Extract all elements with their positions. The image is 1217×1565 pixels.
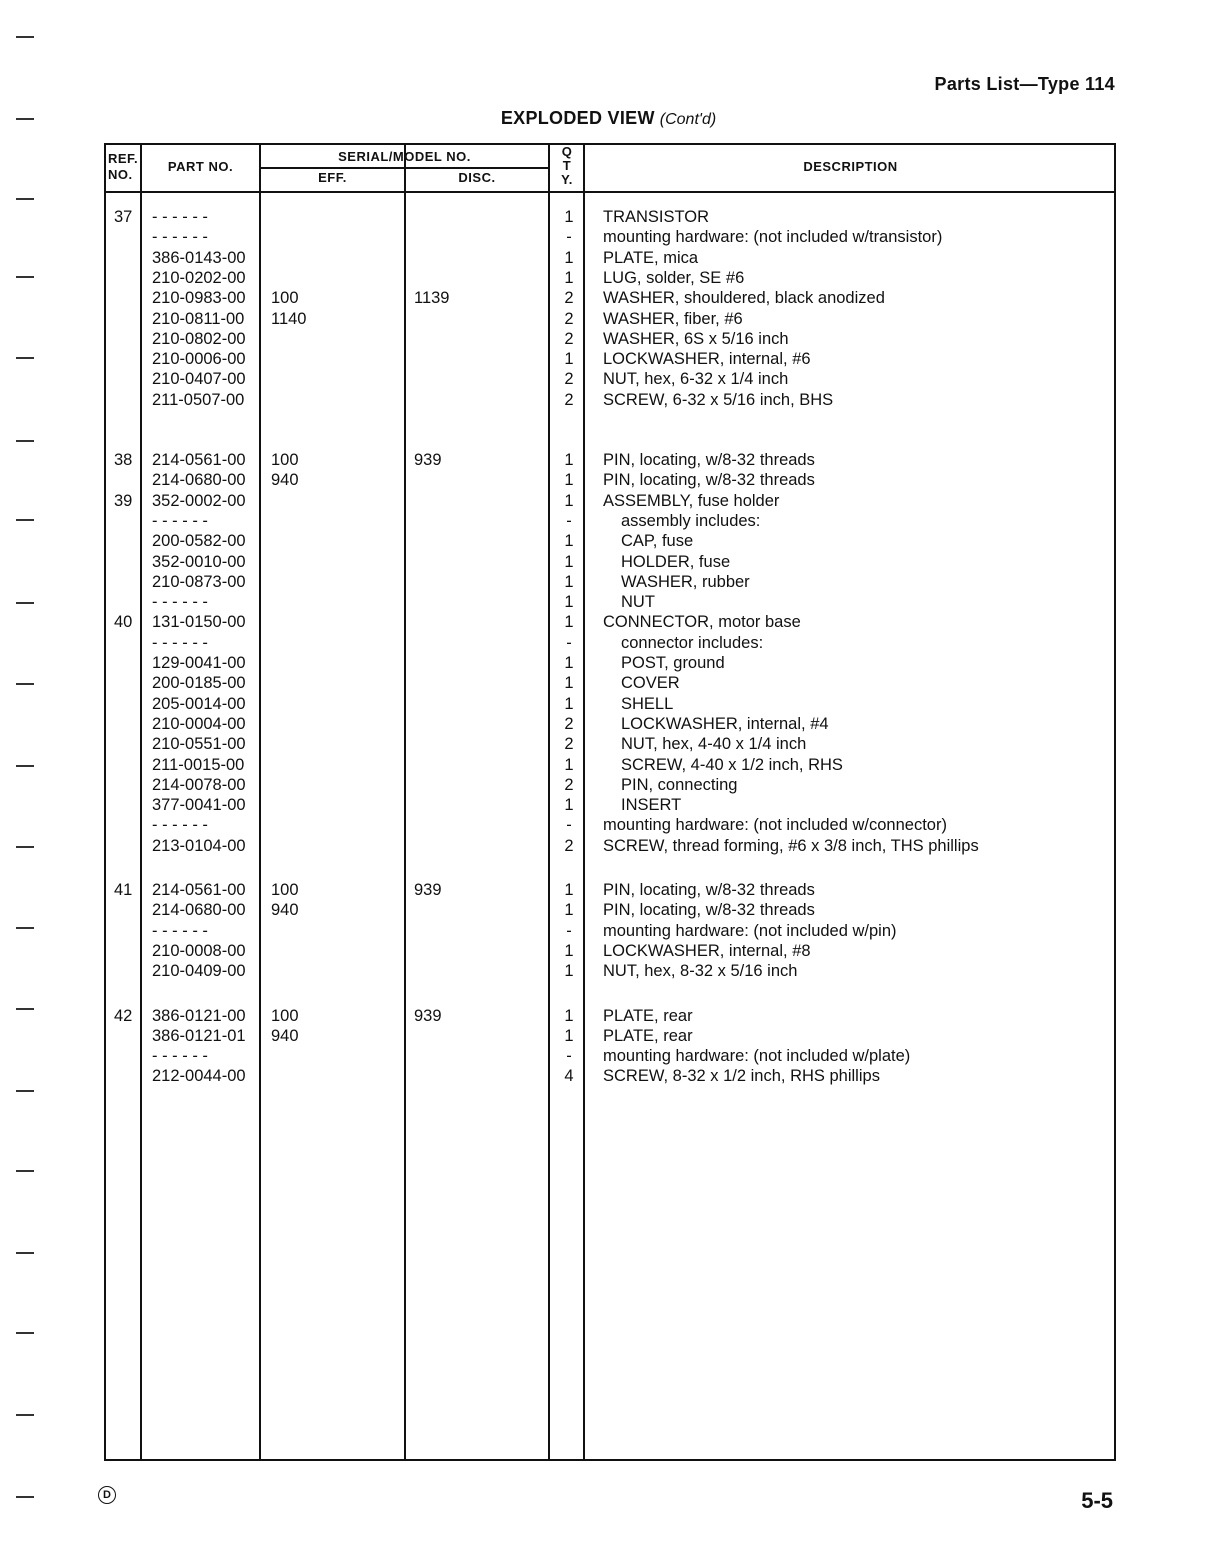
description-cell: PIN, connecting <box>621 775 738 794</box>
parts-table <box>104 143 1116 1461</box>
qty-cell: 1 <box>564 796 574 815</box>
table-row <box>106 227 1114 247</box>
qty-cell: 2 <box>564 289 574 308</box>
section-title <box>0 108 1217 129</box>
description-cell: connector includes: <box>621 633 764 652</box>
eff-cell: 940 <box>271 901 299 920</box>
table-row <box>106 612 1114 632</box>
eff-cell: 1140 <box>271 309 307 328</box>
margin-mark <box>16 1252 34 1254</box>
part-no-cell: 200-0582-00 <box>152 532 246 551</box>
header-disc: DISC. <box>458 170 496 185</box>
qty-cell: 1 <box>564 552 574 571</box>
qty-cell: 1 <box>564 654 574 672</box>
table-row <box>106 248 1114 268</box>
qty-cell: 2 <box>564 370 574 389</box>
margin-mark <box>16 1170 34 1172</box>
part-no-cell: - - - - - - <box>152 593 208 612</box>
qty-cell: 2 <box>564 309 574 328</box>
qty-cell: - <box>566 633 572 652</box>
table-row <box>106 1046 1114 1066</box>
qty-cell: 1 <box>564 593 574 612</box>
qty-cell: 4 <box>564 1067 574 1086</box>
qty-cell: 1 <box>564 962 574 981</box>
part-no-cell: 210-0004-00 <box>152 714 246 733</box>
margin-mark <box>16 683 34 685</box>
table-row <box>106 268 1114 288</box>
eff-cell: 100 <box>271 451 299 469</box>
description-cell: mounting hardware: (not included w/plate) <box>603 1047 911 1066</box>
part-no-cell: - - - - - - <box>152 816 208 835</box>
header-eff: EFF. <box>318 170 347 185</box>
part-no-cell: 210-0409-00 <box>152 962 246 981</box>
description-cell: NUT, hex, 4-40 x 1/4 inch <box>621 735 807 754</box>
disc-cell: 939 <box>414 1006 442 1025</box>
description-cell: NUT <box>621 593 655 612</box>
qty-cell: 1 <box>564 471 574 490</box>
part-no-cell: 212-0044-00 <box>152 1067 246 1086</box>
table-row <box>106 390 1114 410</box>
margin-mark <box>16 519 34 521</box>
table-row <box>106 775 1114 795</box>
qty-cell: - <box>566 921 572 940</box>
qty-cell: 2 <box>564 735 574 754</box>
description-cell: SCREW, 6-32 x 5/16 inch, BHS <box>603 390 834 409</box>
table-row <box>106 694 1114 714</box>
table-row <box>106 450 1114 470</box>
table-row <box>106 329 1114 349</box>
part-no-cell: - - - - - - <box>152 228 208 247</box>
qty-cell: - <box>566 511 572 530</box>
table-row <box>106 592 1114 612</box>
qty-cell: 1 <box>564 901 574 920</box>
table-row <box>106 900 1114 920</box>
table-row <box>106 755 1114 775</box>
description-cell: PIN, locating, w/8-32 threads <box>603 471 815 490</box>
ref-no-cell: 42 <box>114 1006 133 1025</box>
table-row <box>106 673 1114 693</box>
qty-cell: 1 <box>564 268 574 287</box>
qty-cell: 2 <box>564 714 574 733</box>
table-row <box>106 207 1114 227</box>
part-no-cell: 210-0811-00 <box>152 309 245 328</box>
description-cell: COVER <box>621 674 680 693</box>
table-row <box>106 941 1114 961</box>
description-cell: SCREW, thread forming, #6 x 3/8 inch, THS phillips <box>603 836 979 855</box>
part-no-cell: 210-0983-00 <box>152 289 246 308</box>
qty-cell: 1 <box>564 694 574 713</box>
table-row <box>106 1026 1114 1046</box>
header-description: DESCRIPTION <box>803 159 898 174</box>
part-no-cell: 386-0143-00 <box>152 248 246 267</box>
description-cell: PLATE, rear <box>603 1006 693 1025</box>
qty-cell: 1 <box>564 1006 574 1025</box>
part-no-cell: 131-0150-00 <box>152 613 246 632</box>
margin-mark <box>16 118 34 120</box>
margin-mark <box>16 1496 34 1498</box>
disc-cell: 1139 <box>414 289 450 308</box>
part-no-cell: - - - - - - <box>152 633 208 652</box>
part-no-cell: 205-0014-00 <box>152 694 246 713</box>
description-cell: HOLDER, fuse <box>621 552 731 571</box>
table-row <box>106 653 1114 673</box>
description-cell: assembly includes: <box>621 511 761 530</box>
margin-mark <box>16 357 34 359</box>
qty-cell: 1 <box>564 208 574 226</box>
table-row <box>106 1006 1114 1026</box>
part-no-cell: 210-0008-00 <box>152 941 246 960</box>
description-cell: SCREW, 8-32 x 1/2 inch, RHS phillips <box>603 1067 880 1086</box>
table-row <box>106 880 1114 900</box>
description-cell: PIN, locating, w/8-32 threads <box>603 451 815 469</box>
table-row <box>106 1066 1114 1086</box>
qty-cell: 1 <box>564 248 574 267</box>
eff-cell: 940 <box>271 1026 299 1045</box>
part-no-cell: 214-0680-00 <box>152 471 246 490</box>
description-cell: CAP, fuse <box>621 532 694 551</box>
table-row <box>106 633 1114 653</box>
part-no-cell: 214-0680-00 <box>152 901 246 920</box>
description-cell: WASHER, fiber, #6 <box>603 309 743 328</box>
table-row <box>106 921 1114 941</box>
disc-cell: 939 <box>414 451 442 469</box>
description-cell: mounting hardware: (not included w/connector) <box>603 816 947 835</box>
margin-mark <box>16 1414 34 1416</box>
description-cell: mounting hardware: (not included w/transistor) <box>603 228 943 247</box>
table-row <box>106 714 1114 734</box>
part-no-cell: 129-0041-00 <box>152 654 246 672</box>
table-row <box>106 552 1114 572</box>
part-no-cell: 386-0121-00 <box>152 1006 246 1025</box>
ref-no-cell: 38 <box>114 451 133 469</box>
description-cell: INSERT <box>621 796 682 815</box>
part-no-cell: - - - - - - <box>152 208 208 226</box>
qty-cell: 2 <box>564 775 574 794</box>
qty-cell: - <box>566 816 572 835</box>
part-no-cell: 211-0015-00 <box>152 755 245 774</box>
qty-cell: 2 <box>564 390 574 409</box>
description-cell: ASSEMBLY, fuse holder <box>603 491 780 510</box>
part-no-cell: 214-0561-00 <box>152 451 246 469</box>
serial-header-divider <box>259 167 548 169</box>
description-cell: mounting hardware: (not included w/pin) <box>603 921 897 940</box>
page-number: 5-5 <box>1081 1488 1113 1513</box>
table-row <box>106 470 1114 490</box>
part-no-cell: 210-0802-00 <box>152 329 246 348</box>
qty-cell: 1 <box>564 572 574 591</box>
section-title-subtitle: (Cont'd) <box>659 111 717 128</box>
description-cell: SCREW, 4-40 x 1/2 inch, RHS <box>621 755 843 774</box>
qty-cell: - <box>566 1047 572 1066</box>
header-part-no: PART NO. <box>167 159 234 174</box>
description-cell: NUT, hex, 8-32 x 5/16 inch <box>603 962 798 981</box>
eff-cell: 940 <box>271 471 299 490</box>
description-cell: PIN, locating, w/8-32 threads <box>603 881 815 899</box>
part-no-cell: 214-0078-00 <box>152 775 246 794</box>
margin-mark <box>16 927 34 929</box>
qty-cell: 2 <box>564 329 574 348</box>
part-no-cell: 211-0507-00 <box>152 390 245 409</box>
part-no-cell: 352-0002-00 <box>152 491 246 510</box>
page-header-title: Parts List—Type 114 <box>934 74 1115 94</box>
description-cell: WASHER, rubber <box>621 572 750 591</box>
qty-cell: 1 <box>564 451 574 469</box>
description-cell: LUG, solder, SE #6 <box>603 268 745 287</box>
description-cell: LOCKWASHER, internal, #4 <box>621 714 829 733</box>
header-divider <box>106 191 1114 193</box>
description-cell: PIN, locating, w/8-32 threads <box>603 901 815 920</box>
description-cell: TRANSISTOR <box>603 208 710 226</box>
part-no-cell: - - - - - - <box>152 921 208 940</box>
qty-cell: 1 <box>564 350 574 369</box>
part-no-cell: 352-0010-00 <box>152 552 246 571</box>
margin-mark <box>16 36 34 38</box>
qty-cell: 1 <box>564 613 574 632</box>
qty-cell: - <box>566 228 572 247</box>
qty-cell: 1 <box>564 881 574 899</box>
table-row <box>106 961 1114 981</box>
table-row <box>106 815 1114 835</box>
qty-cell: 1 <box>564 532 574 551</box>
table-row <box>106 795 1114 815</box>
eff-cell: 100 <box>271 1006 299 1025</box>
part-no-cell: 210-0407-00 <box>152 370 246 389</box>
margin-mark <box>16 765 34 767</box>
description-cell: WASHER, 6S x 5/16 inch <box>603 329 789 348</box>
table-row <box>106 734 1114 754</box>
header-serial-model-no: SERIAL/MODEL NO. <box>338 149 471 164</box>
part-no-cell: 210-0873-00 <box>152 572 246 591</box>
description-cell: WASHER, shouldered, black anodized <box>603 289 885 308</box>
ref-no-cell: 40 <box>114 613 133 632</box>
margin-mark <box>16 846 34 848</box>
eff-cell: 100 <box>271 881 299 899</box>
description-cell: CONNECTOR, motor base <box>603 613 801 632</box>
margin-mark <box>16 276 34 278</box>
table-row <box>106 572 1114 592</box>
margin-mark <box>16 1332 34 1334</box>
part-no-cell: 386-0121-01 <box>152 1026 246 1045</box>
description-cell: SHELL <box>621 694 674 713</box>
description-cell: PLATE, rear <box>603 1026 693 1045</box>
margin-mark <box>16 440 34 442</box>
tektronix-logo-icon: D <box>98 1486 116 1504</box>
part-no-cell: - - - - - - <box>152 511 208 530</box>
qty-cell: 1 <box>564 941 574 960</box>
margin-mark <box>16 1090 34 1092</box>
part-no-cell: 210-0551-00 <box>152 735 246 754</box>
table-row <box>106 309 1114 329</box>
qty-cell: 1 <box>564 1026 574 1045</box>
table-row <box>106 511 1114 531</box>
table-row <box>106 491 1114 511</box>
part-no-cell: 200-0185-00 <box>152 674 246 693</box>
description-cell: LOCKWASHER, internal, #8 <box>603 941 811 960</box>
part-no-cell: - - - - - - <box>152 1047 208 1066</box>
disc-cell: 939 <box>414 881 442 899</box>
part-no-cell: 210-0202-00 <box>152 268 246 287</box>
table-row <box>106 349 1114 369</box>
ref-no-cell: 37 <box>114 208 133 226</box>
description-cell: PLATE, mica <box>603 248 699 267</box>
header-qty: Q T Y. <box>561 144 573 187</box>
description-cell: NUT, hex, 6-32 x 1/4 inch <box>603 370 789 389</box>
qty-cell: 1 <box>564 755 574 774</box>
section-title-main: EXPLODED VIEW <box>500 108 655 128</box>
ref-no-cell: 41 <box>114 881 133 899</box>
eff-cell: 100 <box>271 289 299 308</box>
qty-cell: 1 <box>564 491 574 510</box>
part-no-cell: 214-0561-00 <box>152 881 246 899</box>
qty-cell: 2 <box>564 836 574 855</box>
ref-no-cell: 39 <box>114 491 133 510</box>
header-ref-no: REF. NO. <box>108 151 139 182</box>
table-row <box>106 288 1114 308</box>
table-row <box>106 369 1114 389</box>
description-cell: LOCKWASHER, internal, #6 <box>603 350 811 369</box>
qty-cell: 1 <box>564 674 574 693</box>
part-no-cell: 377-0041-00 <box>152 796 246 815</box>
table-row <box>106 836 1114 856</box>
margin-mark <box>16 1008 34 1010</box>
part-no-cell: 210-0006-00 <box>152 350 246 369</box>
description-cell: POST, ground <box>621 654 725 672</box>
table-row <box>106 531 1114 551</box>
part-no-cell: 213-0104-00 <box>152 836 246 855</box>
margin-mark <box>16 602 34 604</box>
margin-mark <box>16 198 34 200</box>
